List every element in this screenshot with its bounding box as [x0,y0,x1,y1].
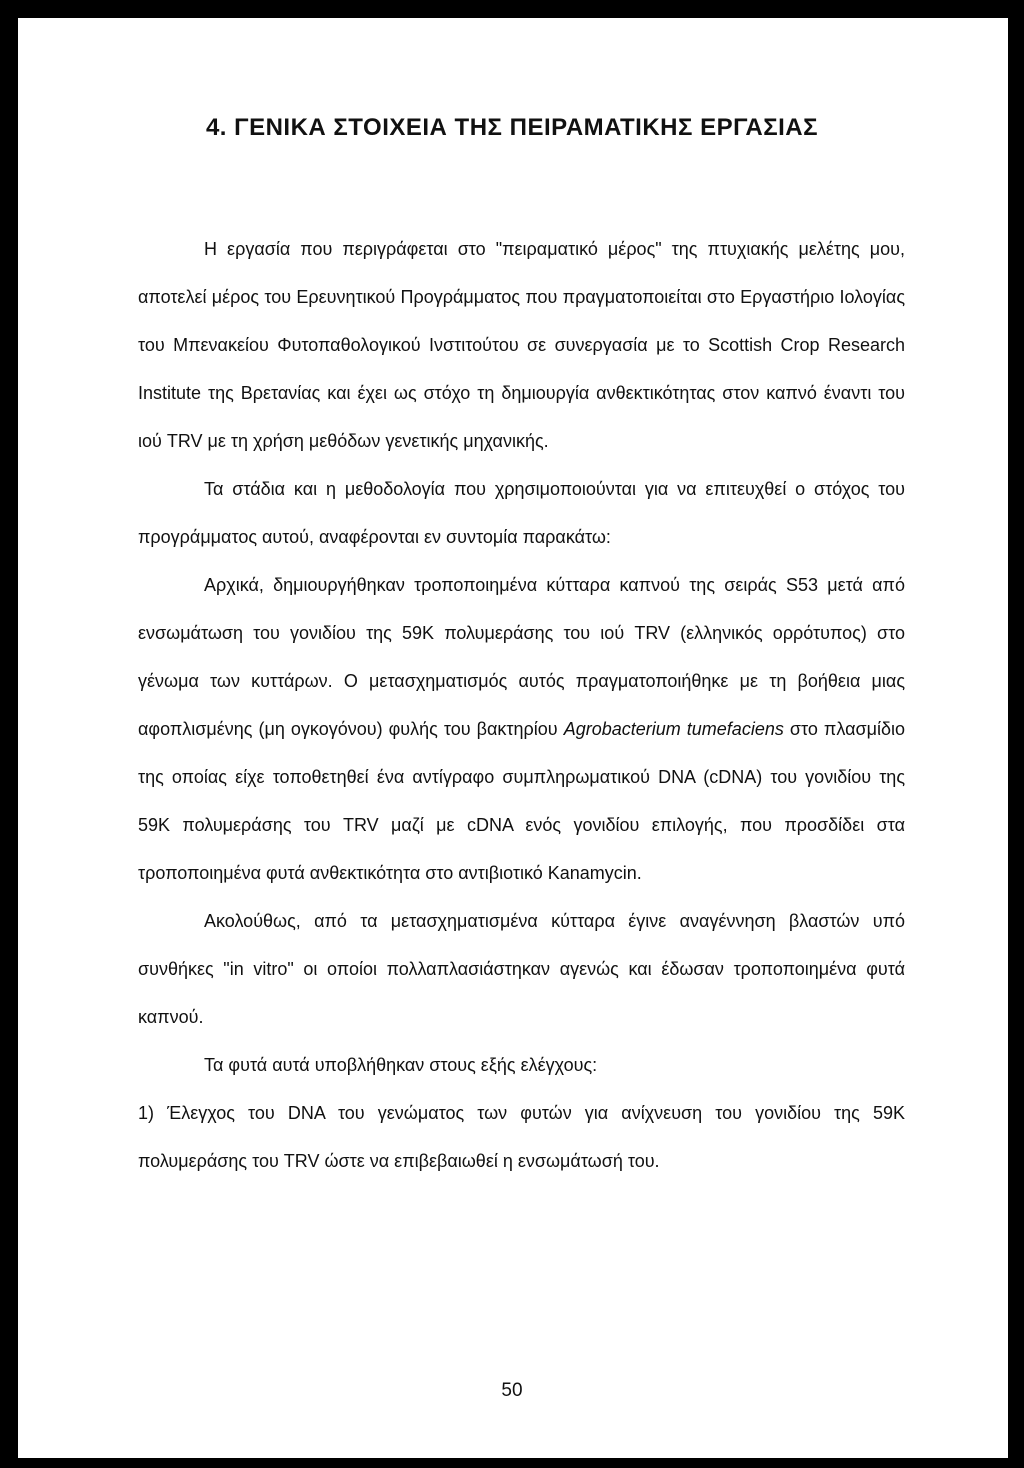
paragraph-tests-intro: Τα φυτά αυτά υποβλήθηκαν στους εξής ελέγχους: [204,1055,598,1075]
page-number: 50 [501,1380,523,1401]
section-heading: 4. ΓΕΝΙΚΑ ΣΤΟΙΧΕΙΑ ΤΗΣ ΠΕΙΡΑΜΑΤΙΚΗΣ ΕΡΓΑΣΙΑΣ [205,114,819,141]
paragraph-intro: Η εργασία που περιγράφεται στο "πειραματικό μέρος" της πτυχιακής μελέτης μου, αποτελεί μέρος του Ερευνητικού Προγράμματος που πραγματοποιείται στο Εργαστήριο Ιολογίας του Μπενακείου Φυτοπαθολογικού Ινστιτούτου σε συνεργασία με το Scottish Crop Research Institute της Βρετανίας και έχει ως στόχο τη δημιουργία ανθεκτικότητας στον καπνό έναντι του ιού TRV με τη χρήση μεθόδων γενετικής μηχανικής. [138,239,905,451]
paragraph-regeneration: Ακολούθως, από τα μετασχηματισμένα κύτταρα έγινε αναγέννηση βλαστών υπό συνθήκες "in vitro" οι οποίοι πολλαπλασιάστηκαν αγενώς και έδωσαν τροποποιημένα φυτά καπνού. [138,911,905,1027]
body-text [138,225,905,1185]
paragraph-transformation-start: Αρχικά, δημιουργήθηκαν τροποποιημένα κύτταρα καπνού της σειράς S53 μετά από ενσωμάτωση του γονιδίου της 59Κ πολυμεράσης του ιού TRV (ελληνικός ορρότυπος) στο γένωμα των κυττάρων. Ο μετασχηματισμός αυτός πραγματοποιήθηκε με τη βοήθεια μιας αφοπλισμένης (μη ογκογόνου) φυλής του βακτηρίου [138,575,905,739]
species-name: Agrobacterium tumefaciens [563,719,784,739]
paragraph-transformation [138,561,905,897]
paragraph-stages: Τα στάδια και η μεθοδολογία που χρησιμοποιούνται για να επιτευχθεί ο στόχος του προγράμματος αυτού, αναφέρονται εν συντομία παρακάτω: [138,479,905,547]
paragraph-transformation-end: στο πλασμίδιο της οποίας είχε τοποθετηθεί ένα αντίγραφο συμπληρωματικού DNA (cDNA) του γονιδίου της 59Κ πολυμεράσης του TRV μαζί με cDNA ενός γονιδίου επιλογής, που προσδίδει στα τροποποιημένα φυτά ανθεκτικότητα στο αντιβιοτικό Kanamycin. [138,719,905,883]
list-item-test-1: 1) Έλεγχος του DNA του γενώματος των φυτών για ανίχνευση του γονιδίου της 59Κ πολυμεράσης του TRV ώστε να επιβεβαιωθεί η ενσωμάτωσή του. [138,1103,905,1171]
